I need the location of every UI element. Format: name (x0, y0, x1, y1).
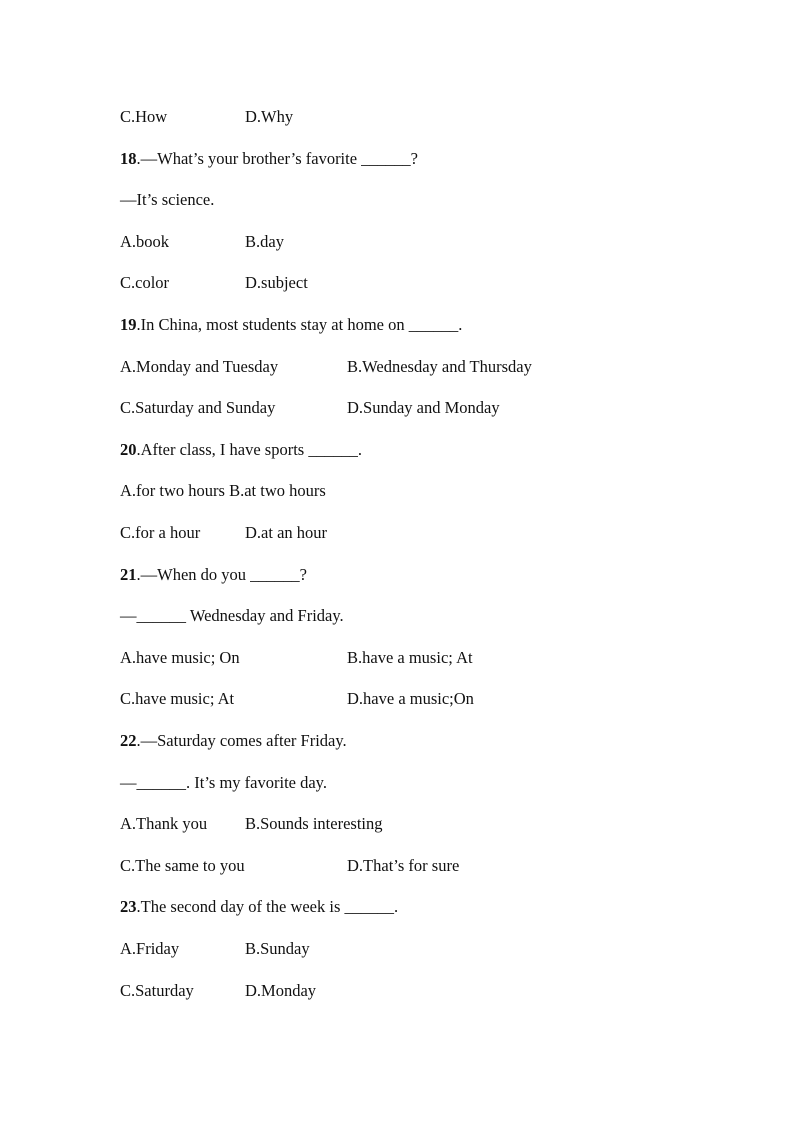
option-a: C.Saturday and Sunday (120, 398, 276, 417)
dialogue-line: —______ Wednesday and Friday. (120, 606, 344, 625)
question-text: .—What’s your brother’s favorite ______? (136, 149, 418, 168)
question-number: 23 (120, 897, 137, 916)
question-number: 22 (120, 731, 137, 750)
question-line (120, 440, 362, 460)
option-b: D.have a music;On (347, 689, 474, 708)
question-number: 20 (120, 440, 137, 459)
option-a: C.for a hour (120, 523, 201, 542)
option-b: B.have a music; At (347, 648, 473, 667)
option-a: C.have music; At (120, 689, 235, 708)
question-text: .—Saturday comes after Friday. (136, 731, 347, 750)
option-b: D.subject (245, 273, 308, 292)
option-b: B.Wednesday and Thursday (347, 357, 532, 376)
dialogue-line: —It’s science. (120, 190, 215, 209)
option-b: D.That’s for sure (347, 856, 460, 875)
option-a: A.Thank you (120, 814, 208, 833)
option-a: C.color (120, 273, 170, 292)
question-text: .After class, I have sports ______. (136, 440, 362, 459)
question-number: 18 (120, 149, 137, 168)
question-line (120, 565, 307, 585)
question-line (120, 897, 398, 917)
option-a: C.The same to you (120, 856, 245, 875)
option-a: A.book (120, 232, 170, 251)
option-b: B.Sunday (245, 939, 310, 958)
dialogue-line: —______. It’s my favorite day. (120, 773, 327, 792)
option-a: A.for two hours B.at two hours (120, 481, 326, 500)
question-line (120, 731, 347, 751)
question-number: 19 (120, 315, 137, 334)
question-line (120, 315, 462, 335)
option-a: C.How (120, 107, 168, 126)
option-a: A.have music; On (120, 648, 240, 667)
question-text: .—When do you ______? (136, 565, 307, 584)
question-text: .The second day of the week is ______. (136, 897, 399, 916)
option-b: D.at an hour (245, 523, 328, 542)
option-b: B.Sounds interesting (245, 814, 383, 833)
option-a: A.Friday (120, 939, 180, 958)
option-a: A.Monday and Tuesday (120, 357, 279, 376)
option-b: D.Monday (245, 981, 317, 1000)
question-line (120, 149, 418, 169)
option-b: D.Why (245, 107, 294, 126)
option-b: D.Sunday and Monday (347, 398, 500, 417)
question-text: .In China, most students stay at home on ______. (136, 315, 463, 334)
question-number: 21 (120, 565, 137, 584)
option-b: B.day (245, 232, 284, 251)
option-a: C.Saturday (120, 981, 194, 1000)
